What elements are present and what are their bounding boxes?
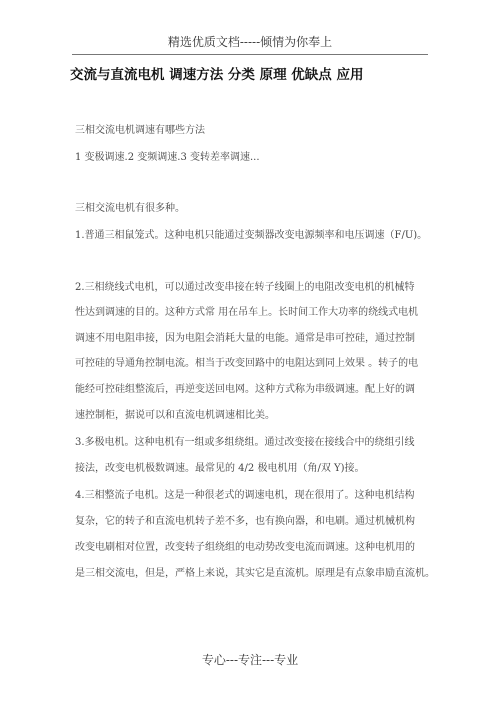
page-header: 精选优质文档-----倾情为你奉上 [167,35,333,49]
item-2-line: 速控制柜，据说可以和直流电机调速相比美。 [75,410,275,421]
question-answer: 1 变极调速.2 变频调速.3 变转差率调速... [75,152,260,163]
types-heading: 三相交流电机有很多种。 [75,203,185,214]
item-3-line: 3.多极电机。这种电机有一组或多组绕组。通过改变接在接线合中的绕组引线 [75,437,415,448]
item-4-line: 4.三相整流子电机。这是一种很老式的调速电机，现在很用了。这种电机结构 [75,490,415,501]
item-2-line: 2.三相绕线式电机，可以通过改变串接在转子线圈上的电阻改变电机的机械特 [75,282,415,293]
page-footer: 专心---专注---专业 [201,653,299,667]
item-4-line: 复杂，它的转子和直流电机转子差不多，也有换向器，和电刷。通过机械机构 [75,516,415,527]
header-divider [72,54,428,55]
item-4-line: 改变电刷相对位置，改变转子组绕组的电动势改变电流而调速。这种电机用的 [75,542,415,553]
item-4-line: 是三相交流电，但是，严格上来说，其实它是直流机。原理是有点象串励直流机。 [75,568,435,579]
item-2-line: 调速不用电阻串接，因为电阻会消耗大量的电能。通常是串可控硅，通过控制 [75,333,415,344]
item-3-line: 接法，改变电机极数调速。最常见的 4/2 极电机用（角/双 Y)接。 [75,463,365,474]
document-title: 交流与直流电机 调速方法 分类 原理 优缺点 应用 [70,67,364,83]
item-2-line: 可控硅的导通角控制电流。相当于改变回路中的电阻达到同上效果 。转子的电 [75,358,419,369]
question-heading: 三相交流电机调速有哪些方法 [75,125,205,136]
item-1-text: 1.普通三相鼠笼式。这种电机只能通过变频器改变电源频率和电压调速（F/U)。 [75,230,428,241]
item-2-line: 性达到调速的目的。这种方式常 用在吊车上。长时间工作大功率的绕线式电机 [75,307,419,318]
item-2-line: 能经可控硅组整流后，再逆变送回电网。这种方式称为串级调速。配上好的调 [75,384,415,395]
